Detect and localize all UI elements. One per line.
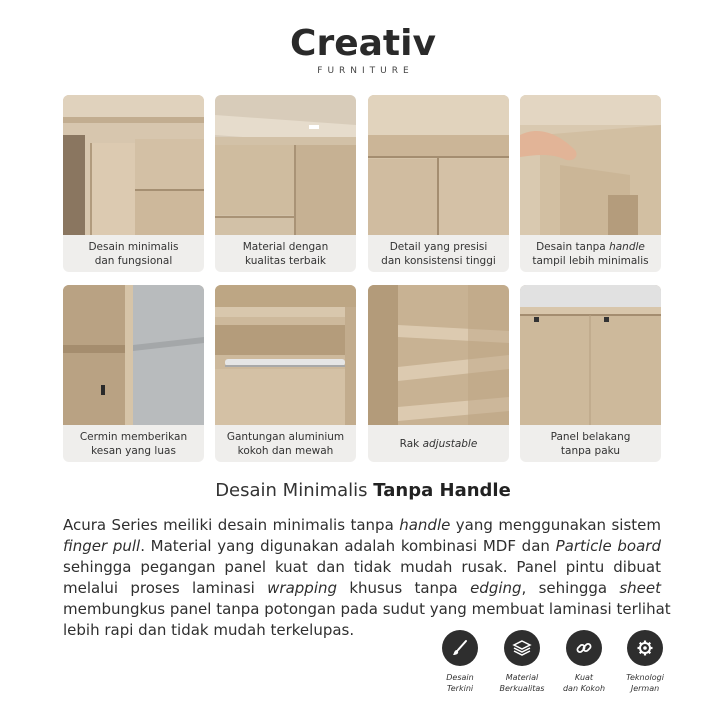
caption-text: Desain tanpa	[536, 240, 610, 253]
feature-label-line: Teknologi	[626, 673, 664, 682]
photo-mirror-door	[63, 285, 204, 425]
emphasis: finger pull	[63, 537, 141, 555]
layers-icon	[504, 630, 540, 666]
emphasis: sheet	[619, 579, 662, 597]
caption-emphasis: adjustable	[422, 437, 478, 450]
caption-emphasis: handle	[609, 240, 645, 253]
caption-text: Rak	[399, 437, 423, 450]
text: khusus tanpa	[337, 579, 471, 597]
caption-line: dan konsistensi tinggi	[381, 254, 496, 267]
text: yang menggunakan sistem	[450, 516, 661, 534]
paragraph-line	[63, 578, 661, 599]
caption-line: tampil lebih minimalis	[532, 254, 649, 267]
feature-label	[615, 672, 675, 694]
photo-cabinet-top	[215, 95, 356, 235]
photo-hanger-rail	[215, 285, 356, 425]
text: melalui proses laminasi	[63, 579, 268, 597]
description-paragraph	[63, 515, 671, 641]
feature-label-line: dan Kokoh	[562, 684, 606, 693]
feature-strong-sturdy	[554, 630, 614, 694]
brand-subtitle: FURNITURE	[317, 66, 414, 76]
card-back-panel	[520, 285, 661, 462]
card-caption	[215, 235, 356, 272]
feature-label	[492, 672, 552, 694]
caption-line: Gantungan aluminium	[226, 430, 345, 443]
text: Acura Series meiliki desain minimalis tanpa	[63, 516, 400, 534]
emphasis: handle	[399, 516, 451, 534]
paragraph-line: membungkus panel tanpa potongan pada sudut yang membuat laminasi terlihat	[63, 600, 671, 618]
photo-back-panel	[520, 285, 661, 425]
photo-hand-opening-door	[520, 95, 661, 235]
caption-line: Desain minimalis	[88, 240, 179, 253]
emphasis: edging	[470, 579, 522, 597]
feature-label-line: Kuat	[574, 673, 594, 682]
title-bold: Tanpa Handle	[373, 480, 511, 501]
card-caption	[520, 425, 661, 462]
caption-line	[400, 437, 478, 451]
feature-label-line: Terkini	[446, 684, 474, 693]
card-minimalist	[63, 95, 204, 272]
paragraph-line	[63, 515, 661, 536]
gear-icon	[627, 630, 663, 666]
caption-line: Detail yang presisi	[389, 240, 488, 253]
caption-line	[532, 240, 648, 254]
caption-line: Panel belakang	[550, 430, 631, 443]
title-regular: Desain Minimalis	[215, 480, 374, 501]
card-caption	[368, 235, 509, 272]
card-precision	[368, 95, 509, 272]
caption-line: Material dengan	[242, 240, 329, 253]
card-no-handle	[520, 95, 661, 272]
feature-label-line: Material	[505, 673, 539, 682]
brand-name: Creativ	[290, 23, 436, 64]
caption-line: tanpa paku	[560, 444, 621, 457]
section-title	[0, 480, 726, 501]
emphasis: wrapping	[267, 579, 338, 597]
caption-line: kesan yang luas	[91, 444, 176, 457]
card-mirror	[63, 285, 204, 462]
text: . Material yang digunakan adalah kombinasi MDF dan	[140, 537, 556, 555]
brush-icon	[442, 630, 478, 666]
card-caption	[63, 425, 204, 462]
caption-line: kualitas terbaik	[244, 254, 327, 267]
card-caption	[520, 235, 661, 272]
caption-line: Cermin memberikan	[79, 430, 188, 443]
photo-cabinet-doors	[63, 95, 204, 235]
paragraph-line: lebih rapi dan tidak mudah terkelupas.	[63, 621, 355, 639]
feature-label	[554, 672, 614, 694]
card-caption	[368, 425, 509, 462]
card-material	[215, 95, 356, 272]
card-caption	[215, 425, 356, 462]
card-adjustable-shelf	[368, 285, 509, 462]
feature-modern-design	[430, 630, 490, 694]
feature-label-line: Jerman	[630, 684, 660, 693]
paragraph-line	[63, 536, 661, 557]
feature-label-line: Desain	[446, 673, 474, 682]
feature-quality-material	[492, 630, 552, 694]
caption-line: dan fungsional	[94, 254, 173, 267]
emphasis: Particle board	[555, 537, 661, 555]
feature-label-line: Berkualitas	[499, 684, 545, 693]
feature-label	[430, 672, 490, 694]
feature-german-tech	[615, 630, 675, 694]
photo-shelves	[368, 285, 509, 425]
card-caption	[63, 235, 204, 272]
caption-line: kokoh dan mewah	[237, 444, 334, 457]
paragraph-line: sehingga pegangan panel kuat dan tidak mudah rusak. Panel pintu dibuat	[63, 558, 661, 576]
link-icon	[566, 630, 602, 666]
text: , sehingga	[521, 579, 620, 597]
brand-logo	[0, 24, 726, 76]
card-hanger	[215, 285, 356, 462]
photo-cabinet-detail	[368, 95, 509, 235]
